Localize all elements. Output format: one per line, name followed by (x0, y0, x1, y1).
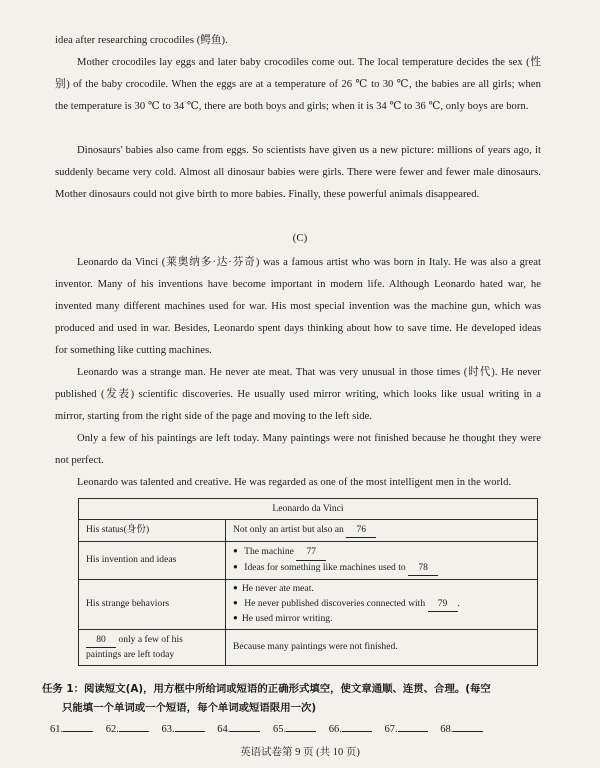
published-item: ● He never published discoveries connected with 79 . (233, 597, 530, 613)
passage-c-paragraph-1: Leonardo da Vinci (莱奥纳多·达·芬奇) was a famous artist who was born in Italy. He was also a great inventor. Many of his inventions have become important in modern life. Although Leonardo hated war, he invented many different machines used for war. His most special invention was the machine gun, which was produced and used in war. Besides, Leonardo spent days thinking about how to save time. He developed ideas for something like cutting machines. (55, 257, 541, 356)
passage-b-continuation: idea after researching crocodiles (鳄鱼). (55, 35, 228, 46)
answer-61[interactable]: 61. (50, 722, 93, 735)
blank-77[interactable]: 77 (296, 545, 326, 561)
answer-65[interactable]: 65. (273, 722, 316, 735)
task-line-2: 只能填一个单词或一个短语，每个单词或短语限用一次) (62, 702, 317, 714)
machine-text: The machine (244, 546, 294, 557)
passage-c-paragraph-4: Leonardo was talented and creative. He was regarded as one of the most intelligent men in the world. (77, 477, 512, 488)
published-text: He never published discoveries connected with (244, 597, 426, 609)
answer-64[interactable]: 64. (217, 722, 260, 735)
status-cell (226, 520, 538, 542)
page-footer: 英语试卷第 9 页 (共 10 页) (240, 747, 360, 758)
invention-cell (226, 542, 538, 580)
answer-63[interactable]: 63. (162, 722, 205, 735)
machine-item (233, 545, 530, 561)
answer-66[interactable]: 66. (329, 722, 372, 735)
ideas-text: Ideas for something like machines used to (244, 561, 406, 573)
passage-c-paragraph-2: Leonardo was a strange man. He never ate meat. That was very unusual in those times (时代). He never published (发表) scientific discoveries. He usually used mirror writing, which looks like usual writing in a mirror, starting from the right side of the page and moving to the left side. (55, 367, 541, 422)
mirror-item: ● He used mirror writing. (233, 612, 530, 627)
strange-cell (226, 580, 538, 630)
passage-b-paragraph-1: Mother crocodiles lay eggs and later baby crocodiles come out. The local temperature decides the sex (性别) of the baby crocodile. When the eggs are at a temperature of 26 ℃ to 30 ℃, the babies are all girls; when the temperature is 30 ℃ to 34 ℃, there are both boys and girls; when it is 34 ℃ to 36 ℃, only boys are born. (55, 57, 541, 112)
leonardo-summary-table (78, 498, 538, 666)
passage-b-paragraph-2: Dinosaurs' babies also came from eggs. So scientists have given us a new picture: millions of years ago, it suddenly became very cold. Almost all dinosaur babies were girls. There were fewer and fewer male dinosaurs. Mother dinosaurs could not give birth to more babies. Finally, these powerful animals disappeared. (55, 145, 541, 200)
paintings-cell (79, 630, 226, 666)
table-title: Leonardo da Vinci (79, 499, 538, 520)
blank-76[interactable]: 76 (346, 523, 376, 539)
status-label: His status(身份) (79, 520, 226, 542)
task-1-instructions (42, 680, 562, 718)
strange-label: His strange behaviors (79, 580, 226, 630)
answer-62[interactable]: 62. (106, 722, 149, 735)
section-c-heading: (C) (292, 232, 308, 244)
answer-67[interactable]: 67. (385, 722, 428, 735)
meat-item: ● He never ate meat. (233, 582, 530, 597)
blank-78[interactable]: 78 (408, 561, 438, 577)
status-text: Not only an artist but also an (233, 523, 344, 535)
answer-68[interactable]: 68. (440, 722, 483, 735)
task-line-1: 任务 1：阅读短文(A)，用方框中所给词或短语的正确形式填空，使文章通顺、连贯、合理。(每空 (42, 683, 491, 695)
blank-79[interactable]: 79 (428, 597, 458, 613)
ideas-item (233, 561, 530, 577)
because-cell: Because many paintings were not finished. (226, 630, 538, 666)
paintings-label: only a few of his paintings are left today (86, 633, 183, 660)
invention-label: His invention and ideas (79, 542, 226, 580)
answer-row (50, 722, 493, 735)
passage-c-paragraph-3: Only a few of his paintings are left today. Many paintings were not finished because he thought they were not perfect. (55, 433, 541, 466)
blank-80[interactable]: 80 (86, 633, 116, 649)
